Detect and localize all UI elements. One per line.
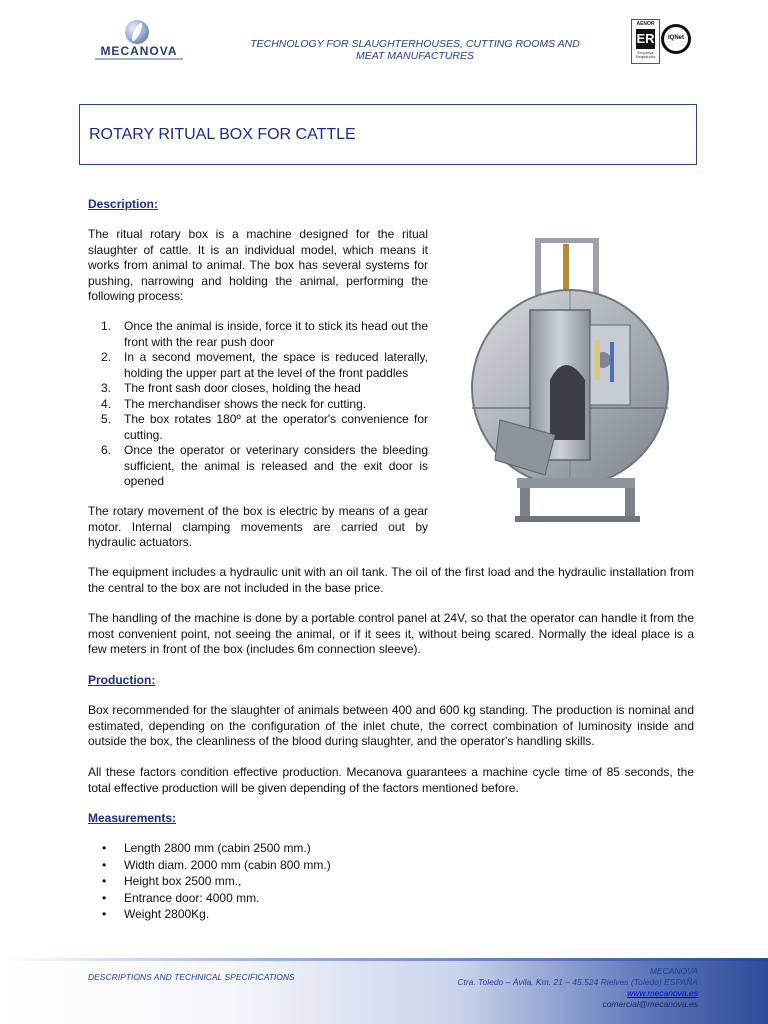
footer-website-link[interactable]: www.mecanova.es xyxy=(627,988,698,998)
header-tagline: TECHNOLOGY FOR SLAUGHTERHOUSES, CUTTING ROOMS AND MEAT MANUFACTURES xyxy=(250,38,580,62)
footer-contact xyxy=(457,966,698,1010)
aenor-mark: ER xyxy=(636,29,655,49)
list-item: • Entrance door: 4000 mm. xyxy=(88,890,488,907)
production-heading: Production: xyxy=(88,673,156,687)
iqnet-certification-icon xyxy=(661,24,691,54)
equipment-paragraph: The equipment includes a hydraulic unit with an oil tank. The oil of the first load and the hydraulic installation from the central to the box are not included in the base price. xyxy=(88,565,694,595)
aenor-label: AENOR xyxy=(636,21,655,27)
list-item: 4. The merchandiser shows the neck for cutting. xyxy=(101,396,367,411)
measurements-list xyxy=(88,840,488,923)
list-item: • Width diam. 2000 mm (cabin 800 mm.) xyxy=(88,857,488,874)
measurements-heading: Measurements: xyxy=(88,811,177,825)
iqnet-label: IQNet xyxy=(667,35,684,41)
list-item: 1. Once the animal is inside, force it to stick its head out the front with the rear push door xyxy=(101,319,428,349)
rotary-movement-paragraph: The rotary movement of the box is electric by means of a gear motor. Internal clamping movements are carried out by hydraulic actuators. xyxy=(88,504,428,549)
description-intro: The ritual rotary box is a machine designed for the ritual slaughter of cattle. It is an individual model, which means it works from animal to animal. The box has several systems for pushing, narrowing and holding the animal, performing the following process: xyxy=(88,227,428,303)
list-item: 5. The box rotates 180º at the operator's convenience for cutting. xyxy=(101,412,428,442)
list-item: • Height box 2500 mm., xyxy=(88,873,488,890)
handling-paragraph: The handling of the machine is done by a portable control panel at 24V, so that the operator can handle it from the most convenient point, not seeing the animal, or if it sees it, without being scared. Normally the ideal place is a few meters in front of the box (includes 6m connection sleeve). xyxy=(88,611,694,656)
footer-email[interactable]: comercial@mecanova.es xyxy=(602,999,698,1009)
mecanova-logo xyxy=(93,20,185,60)
description-heading-text: Description xyxy=(88,197,155,211)
list-item: • Weight 2800Kg. xyxy=(88,906,488,923)
rotary-box-machine-image xyxy=(455,230,695,530)
aenor-subtext: Empresa Registrada xyxy=(635,50,656,59)
footer-divider xyxy=(0,958,768,961)
mecanova-logo-icon xyxy=(125,20,149,44)
page-title: ROTARY RITUAL BOX FOR CATTLE xyxy=(89,126,356,143)
logo-underline xyxy=(95,58,183,60)
list-item: 2. In a second movement, the space is reduced laterally, holding the upper part at the level of the front paddles xyxy=(101,350,428,380)
process-steps-list xyxy=(88,319,428,490)
title-box xyxy=(79,104,697,165)
footer-company: MECANOVA xyxy=(649,966,698,976)
production-paragraph-2: All these factors condition effective production. Mecanova guarantees a machine cycle time of 85 seconds, the total effective production will be given depending of the factors mentioned before. xyxy=(88,765,694,795)
list-item: • Length 2800 mm (cabin 2500 mm.) xyxy=(88,840,488,857)
production-paragraph-1: Box recommended for the slaughter of animals between 400 and 600 kg standing. The production is nominal and estimated, depending on the configuration of the inlet chute, the correct combination of luminosity inside and outside the box, the cleanliness of the blood during slaughter, and the operator's handling skills. xyxy=(88,703,694,748)
footer-address: Ctra. Toledo – Ávila, Km. 21 – 45.524 Rielves (Toledo) ESPAÑA xyxy=(457,977,698,987)
list-item: 6. Once the operator or veterinary considers the bleeding sufficient, the animal is released and the exit door is opened xyxy=(101,443,428,488)
logo-text: MECANOVA xyxy=(100,44,178,58)
aenor-certification-icon xyxy=(631,19,660,64)
description-heading: Description: xyxy=(88,197,159,211)
list-item: 3. The front sash door closes, holding the head xyxy=(101,381,361,395)
footer-caption: DESCRIPTIONS AND TECHNICAL SPECIFICATIONS xyxy=(88,972,295,982)
